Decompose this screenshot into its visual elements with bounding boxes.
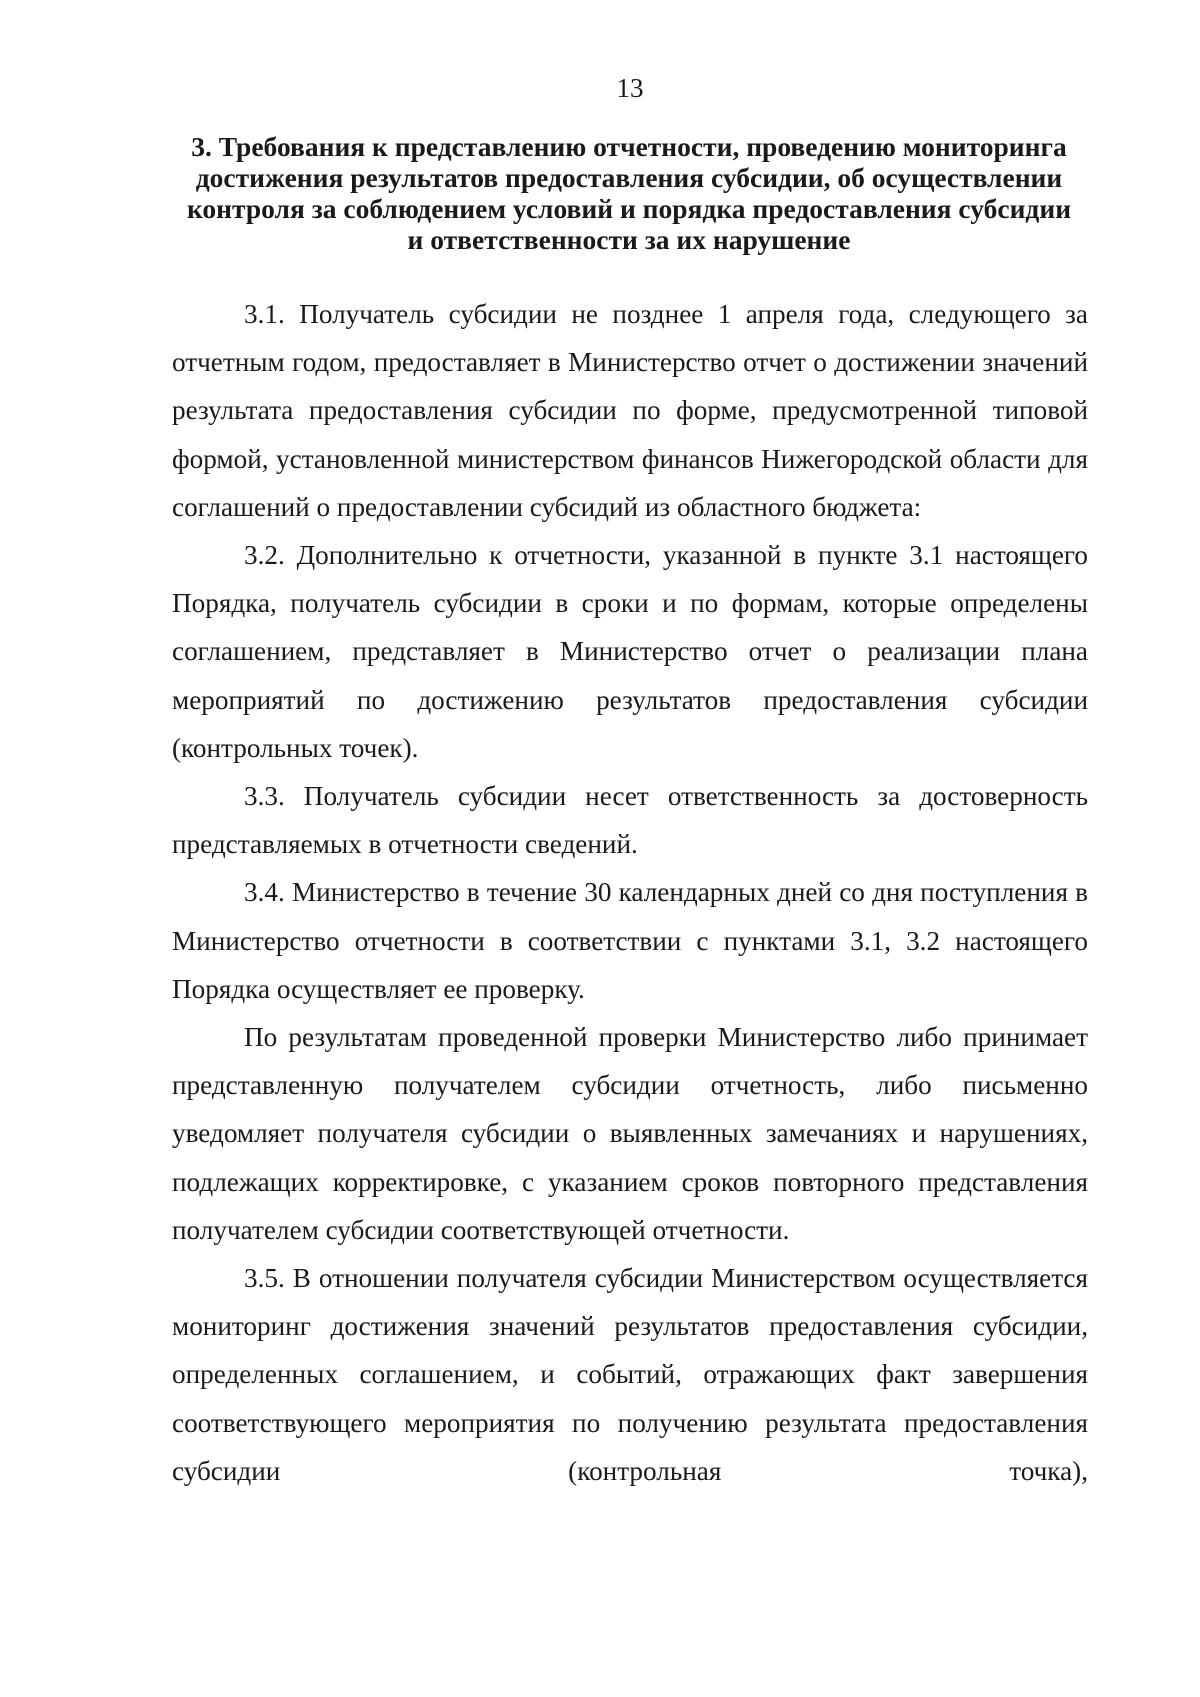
heading-line: контроля за соблюдением условий и порядка предоставления субсидии — [186, 193, 1072, 224]
paragraph-3-2: 3.2. Дополнительно к отчетности, указанной в пункте 3.1 настоящего Порядка, получатель субсидии в сроки и по формам, которые определены соглашением, представляет в Министерство отчет о реализации плана мероприятий по достижению результатов предоставления субсидии (контрольных точек). — [172, 540, 1088, 763]
paragraph-3-4-continued: По результатам проведенной проверки Министерство либо принимает представленную получателем субсидии отчетность, либо письменно уведомляет получателя субсидии о выявленных замечаниях и нарушениях, подлежащих корректировке, с указанием сроков повторного представления получателем субсидии соответствующей отчетности. — [172, 1022, 1088, 1245]
heading-line: 3. Требования к представлению отчетности, проведению мониторинга — [191, 131, 1067, 162]
heading-line: и ответственности за их нарушение — [407, 224, 851, 255]
section-heading — [170, 131, 1088, 255]
paragraph-3-1: 3.1. Получатель субсидии не позднее 1 апреля года, следующего за отчетным годом, предоставляет в Министерство отчет о достижении значений результата предоставления субсидии по форме, предусмотренной типовой формой, установленной министерством финансов Нижегородской области для соглашений о предоставлении субсидий из областного бюджета: — [172, 299, 1088, 522]
paragraph-3-5: 3.5. В отношении получателя субсидии Министерством осуществляется мониторинг достижения значений результатов предоставления субсидии, определенных соглашением, и событий, отражающих факт завершения соответствующего мероприятия по получению результата предоставления субсидии (контрольная точка), — [172, 1263, 1088, 1486]
heading-line: достижения результатов предоставления субсидии, об осуществлении — [195, 162, 1063, 193]
page-number: 13 — [616, 73, 644, 103]
paragraph-3-4: 3.4. Министерство в течение 30 календарных дней со дня поступления в Министерство отчетности в соответствии с пунктами 3.1, 3.2 настоящего Порядка осуществляет ее проверку. — [172, 877, 1088, 1004]
paragraph-3-3: 3.3. Получатель субсидии несет ответственность за достоверность представляемых в отчетности сведений. — [172, 781, 1088, 860]
document-body — [172, 290, 1088, 1495]
